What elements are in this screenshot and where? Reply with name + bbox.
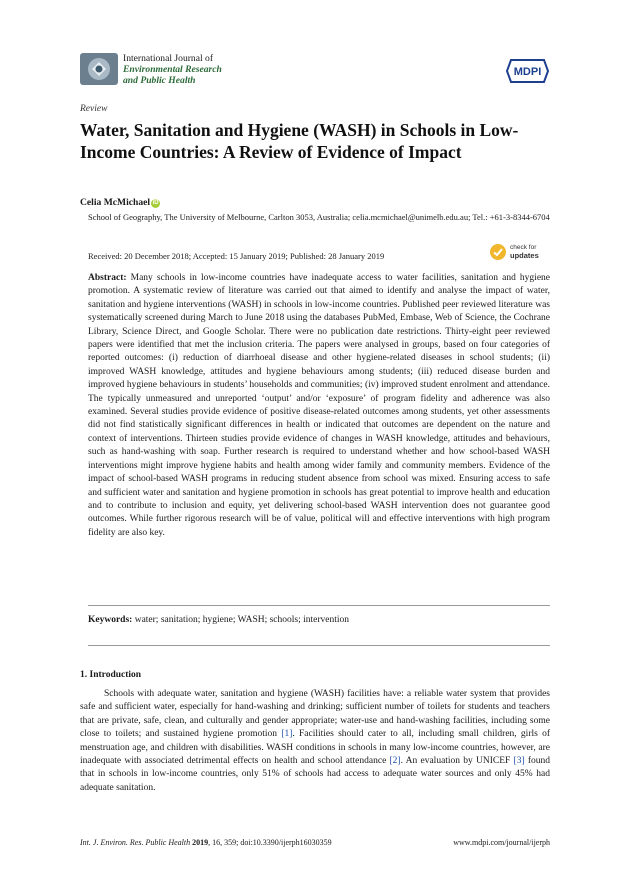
footer-journal: Int. J. Environ. Res. Public Health <box>80 838 191 847</box>
intro-text-4: found that in schools in low-income countries, only 51% of schools had access to adequate water sources and only 45% had adequate sanitation. <box>80 756 550 793</box>
keywords-divider-bottom <box>88 645 550 646</box>
author-line <box>80 197 160 208</box>
check-updates-line1: check for <box>510 244 537 251</box>
intro-text-1: Schools with adequate water, sanitation and hygiene (WASH) facilities have: a reliable water system that provides safe and sufficient water, especially for hand-washing and drinking; sufficient number of toilets for students and teachers that are private, safe, clean, and culturally and gender appropriate; water-use and hand-washing facilities, including some close to toilets; and sustained hygiene promotion <box>80 689 550 740</box>
citation-link-2[interactable]: [2] <box>389 756 401 767</box>
footer-url[interactable]: www.mdpi.com/journal/ijerph <box>453 838 550 847</box>
check-updates-icon <box>490 244 506 260</box>
keywords-text: water; sanitation; hygiene; WASH; schools; intervention <box>134 615 350 625</box>
intro-text-2: . Facilities should cater to all, including small children, girls of menstruation age, and children with disabilities. WASH conditions in schools in many low-income countries, however, are inadequate with associated detrimental effects on health and school attendance <box>80 729 550 767</box>
keywords-label: Keywords: <box>88 615 133 625</box>
check-for-updates-badge[interactable] <box>490 243 550 263</box>
orcid-icon[interactable]: iD <box>152 200 159 206</box>
introduction-paragraph <box>80 688 550 795</box>
section-heading-introduction: 1. Introduction <box>80 670 142 680</box>
journal-logo-icon <box>80 53 118 85</box>
footer-volume-doi: , 16, 359; doi:10.3390/ijerph16030359 <box>208 838 332 847</box>
intro-text-3: . An evaluation by UNICEF <box>400 756 514 767</box>
publication-dates: Received: 20 December 2018; Accepted: 15 January 2019; Published: 28 January 2019 <box>88 251 385 261</box>
journal-name-line1: International Journal of <box>123 53 214 64</box>
citation-link-1[interactable]: [1] <box>281 729 293 740</box>
author-name: Celia McMichael <box>80 197 151 208</box>
journal-name <box>123 53 222 86</box>
journal-name-line2: Environmental Research <box>123 64 222 75</box>
abstract-label: Abstract: <box>88 273 127 283</box>
mdpi-logo-icon <box>505 58 550 84</box>
keywords <box>88 614 550 627</box>
article-title: Water, Sanitation and Hygiene (WASH) in Schools in Low-Income Countries: A Review of Evidence of Impact <box>80 120 519 162</box>
publisher-name: MDPI <box>513 66 542 78</box>
abstract-text: Many schools in low-income countries have inadequate access to water facilities, sanitation and hygiene promotion. A systematic review of literature was carried out that aimed to identify and analyse the impact of water, sanitation and hygiene interventions (WASH) in schools in low-income countries. Published peer reviewed literature was systematically screened during March to June 2018 using the databases PubMed, Embase, Web of Science, the Cochrane Library, Science Direct, and Google Scholar. There were no publication date restrictions. Thirty-eight peer reviewed papers were identified that met the inclusion criteria. The papers were analysed in groups, based on four categories of reported outcomes: (i) reduction of diarrhoeal disease and other hygiene-related diseases in school students; (ii) improved WASH knowledge, attitudes and hygiene behaviours among students; (iii) reduced disease burden and improved hygiene behaviours in students’ households and communities; (iv) improved student enrolment and attendance. The typically unmeasured and unreported ‘output’ and/or ‘exposure’ of program fidelity and adherence was also examined. Several studies provide evidence of positive disease-related outcomes among students, yet other assessments did not find statistically significant differences in health or indicated that outcomes are dependent on the nature and context of interventions. Thirteen studies provide evidence of changes in WASH knowledge, attitudes and behaviours, such as hand-washing with soap. Further research is required to understand whether and how school-based WASH interventions might improve hygiene habits and health among wider family and community members. Evidence of the impact of school-based WASH programs in reducing student absence from school was mixed. Ensuring access to safe and sufficient water and sanitation and hygiene promotion in schools has great potential to improve health and education and to contribute to inclusion and equity, yet delivering school-based WASH intervention does not guarantee good outcomes. While further rigorous research will be of value, political will and effective interventions with high program fidelity are also key. <box>88 273 551 538</box>
check-updates-line2: updates <box>510 250 539 260</box>
journal-name-line3: and Public Health <box>123 75 196 86</box>
footer-year: 2019 <box>192 838 209 847</box>
keywords-divider-top <box>88 605 550 606</box>
citation-link-3[interactable]: [3] <box>513 756 525 767</box>
check-updates-text <box>510 244 539 259</box>
article-type: Review <box>80 104 108 114</box>
author-affiliation: School of Geography, The University of Melbourne, Carlton 3053, Australia; celia.mcmichael@unimelb.edu.au; Tel.: +61-3-8344-6704 <box>88 212 550 222</box>
abstract <box>88 272 550 540</box>
footer-citation <box>80 838 332 847</box>
